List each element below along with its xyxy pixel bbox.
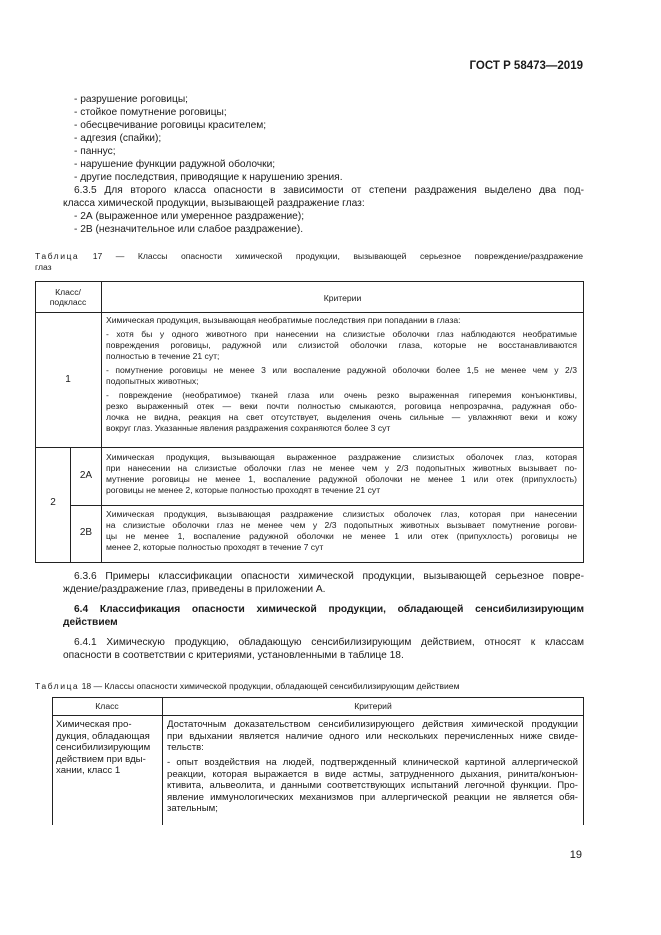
paragraph-line: опасности в соответствии с критериями, установленными в таблице 18. — [63, 650, 404, 661]
table-rule — [52, 697, 584, 698]
cell-line: менее 2, которые полностью проходят в течение 7 сут — [106, 542, 324, 552]
cell-line: - опыт воздействия на людей, подтвержденный клинической картиной аллергической — [167, 757, 578, 768]
list-item: - адгезия (спайки); — [74, 133, 162, 144]
cell-line: при вдыхании является наличие одного или нескольких перечисленных ниже свиде- — [167, 730, 578, 742]
cell-line: явление иммунологических механизмов при аллергической реакции не является обя- — [167, 791, 578, 803]
heading-line: 6.4 Классификация опасности химической продукции, обладающей сенсибилизирующим — [74, 604, 584, 615]
cell-line: Химическая продукция, вызывающая выраженное раздражение слизистых оболочек глаз, которая — [106, 452, 577, 462]
table-caption-text: 18 — Классы опасности химической продукции, обладающей сенсибилизирующим действием — [81, 681, 460, 691]
heading-line: действием — [63, 617, 118, 628]
cell-line: дукция, обладающая — [56, 730, 150, 742]
paragraph-line: 6.3.5 Для второго класса опасности в зависимости от степени раздражения выделено два под- — [74, 185, 584, 196]
column-header-criteria: Критерии — [323, 293, 362, 303]
cell-line: Химическая продукция, вызывающая необратимые последствия при попадании в глаза: — [106, 315, 461, 325]
document-header-standard: ГОСТ Р 58473—2019 — [469, 60, 583, 72]
cell-line: - помутнение роговицы не менее 3 или воспаление радужной оболочки более 1,5 не менее чем у 2/3 — [106, 365, 577, 375]
subclass-2b-label: 2В — [79, 527, 93, 538]
cell-line: подопытных животных; — [106, 376, 199, 386]
table-rule — [70, 505, 584, 506]
cell-line: на слизистые оболочки глаз не менее чем у 2/3 подопытных животных вызывает помутнение рогови- — [106, 520, 577, 530]
list-item: - обесцвечивание роговицы красителем; — [74, 120, 267, 131]
table-caption-text: 17 — Классы опасности химической продукции, вызывающей серьезное повреждение/раздражение — [92, 251, 584, 261]
list-item: - нарушение функции радужной оболочки; — [74, 159, 276, 170]
cell-line: повреждения роговицы, радужной или слизистой оболочки глаза, которые не восстанавливаются — [106, 340, 577, 350]
list-item: - другие последствия, приводящие к нарушению зрения. — [74, 172, 343, 183]
table-rule — [35, 447, 584, 448]
cell-line: - хотя бы у одного животного при нанесении на слизистые оболочки глаз наблюдаются необратимые — [106, 329, 577, 339]
cell-line: вокруг глаз. Указанные явления раздражения сохраняются более 3 сут — [106, 423, 391, 433]
cell-line: зательным; — [167, 803, 218, 814]
cell-line: - повреждение (необратимое) тканей глаза или очень резко выраженная гиперемия конъюнктивы, — [106, 390, 577, 400]
column-header-criteria: Критерий — [354, 701, 392, 711]
class-2-label: 2 — [50, 497, 56, 508]
list-item: - паннус; — [74, 146, 116, 157]
table-rule — [52, 697, 53, 825]
subclass-2a-label: 2А — [79, 470, 93, 481]
cell-line: полностью в течение 21 сут; — [106, 351, 220, 361]
cell-line: Химическая про- — [56, 719, 132, 730]
cell-line: реакции, которая выражается в виде астмы, затрудненного дыхания, ринита/конъюн- — [167, 768, 578, 780]
cell-line: цы не менее 1, воспаление радужной оболочки не менее 1 или отек (припухлость) роговицы не — [106, 531, 577, 541]
cell-line: действием при вды- — [56, 753, 146, 765]
cell-line: лочка не видна, реакция на свет отсутствует, выделения очень сильные — увлажняют веки и кожу — [106, 412, 577, 422]
cell-line: роговицы не менее 2, которые полностью проходят в течение 21 сут — [106, 485, 381, 495]
cell-line: сенсибилизирующим — [56, 742, 151, 753]
table-rule — [52, 715, 584, 716]
table-rule — [70, 447, 71, 563]
list-item: - 2В (незначительное или слабое раздражение). — [74, 224, 304, 235]
column-header-class: Класс — [95, 701, 119, 711]
cell-line: ктивита, альвеолита, и данными соответствующих испытаний легочной функции. Про- — [167, 780, 578, 791]
table-rule — [101, 281, 102, 563]
paragraph-line: 6.4.1 Химическую продукцию, обладающую сенсибилизирующим действием, относят к классам — [74, 637, 584, 648]
cell-line: Химическая продукция, вызывающая раздражение слизистых оболочек глаз, которая при нанесении — [106, 509, 577, 519]
table-rule — [583, 697, 584, 825]
cell-line: Достаточным доказательством сенсибилизирующего действия химической продукции — [167, 719, 578, 730]
page-number: 19 — [569, 849, 582, 861]
table-rule — [162, 697, 163, 825]
class-1-label: 1 — [65, 374, 71, 385]
column-header-class: Класс/ подкласс — [49, 287, 87, 308]
paragraph-line: класса химической продукции, вызывающей раздражение глаз: — [63, 198, 365, 209]
table-rule — [35, 312, 584, 313]
list-item: - 2А (выраженное или умеренное раздражение); — [74, 211, 305, 222]
table-caption-label: Таблица — [35, 681, 80, 691]
table-18-caption — [35, 681, 583, 692]
paragraph-line: 6.3.6 Примеры классификации опасности химической продукции, вызывающей серьезное повре- — [74, 571, 584, 582]
list-item: - стойкое помутнение роговицы; — [74, 107, 227, 118]
cell-line: хании, класс 1 — [56, 765, 121, 776]
table-caption-text: глаз — [35, 262, 52, 272]
table-caption-label: Таблица — [35, 251, 80, 261]
cell-line: резко выраженный отек — веки почти полностью смыкаются, роговица непрозрачна, радужная обо- — [106, 401, 577, 411]
list-item: - разрушение роговицы; — [74, 94, 188, 105]
paragraph-line: ждение/раздражение глаз, приведены в приложении А. — [63, 584, 326, 595]
cell-line: при нанесении на слизистые оболочки глаз не менее чем у 2/3 подопытных животных вызывает по- — [106, 463, 577, 473]
cell-line: мутнение роговицы не менее 1, воспаление радужной оболочки не менее 1 или отек (припухлость) — [106, 474, 577, 484]
cell-line: тельств: — [167, 742, 204, 753]
